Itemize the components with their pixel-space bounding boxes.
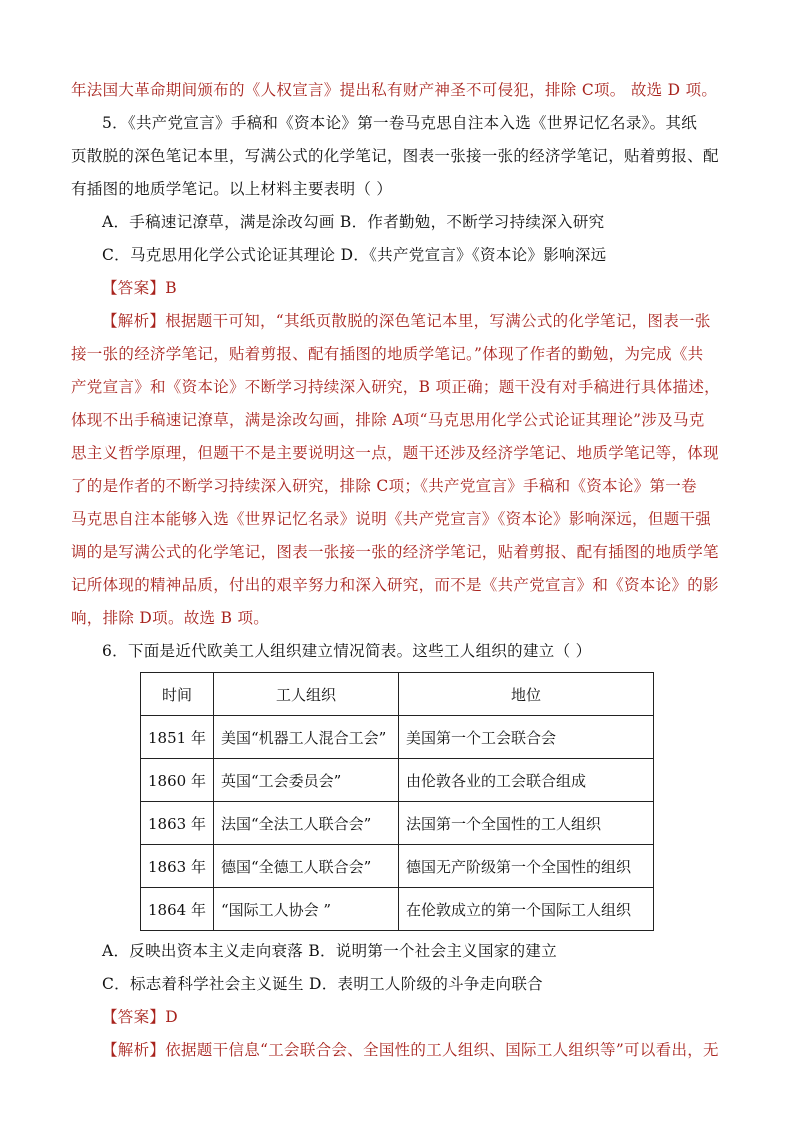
q5-analysis-line: 记所体现的精神品质，付出的艰辛努力和深入研究，而不是《共产党宣言》和《资本论》的影 [71,576,719,594]
analysis-tag: 【解析】 [102,312,166,330]
q5-stem-line: 页散脱的深色笔记本里，写满公式的化学笔记，图表一张接一张的经济学笔记，贴着剪报、配 [71,147,719,165]
table-row [141,802,654,845]
q5-option-line: C．马克思用化学公式论证其理论 D．《共产党宣言》《资本论》影响深远 [102,246,607,264]
table-cell-status: 法国第一个全国性的工人组织 [398,802,653,845]
q6-answer [71,1001,728,1034]
q5-stem-line: 有插图的地质学笔记。以上材料主要表明（ ） [71,180,393,198]
q5-analysis-line: 了的是作者的不断学习持续深入研究，排除 C项；《共产党宣言》手稿和《资本论》第一卷 [71,477,697,495]
q5-analysis-line: 响，排除 D项。故选 B 项。 [71,609,270,627]
table-row [141,716,654,759]
q5-answer [71,272,728,305]
q5-analysis-line: 调的是写满公式的化学笔记，图表一张接一张的经济学笔记，贴着剪报、配有插图的地质学笔 [71,543,719,561]
table-cell-organization: 英国“工会委员会” [213,759,398,802]
answer-tag: 【答案】 [102,1008,166,1026]
analysis-text: 根据题干可知，“其纸页散脱的深色笔记本里，写满公式的化学笔记，图表一张 [165,312,711,330]
table-cell-organization: 美国“机器工人混合工会” [213,716,398,759]
question-6 [71,635,728,1067]
q6-option-line: C．标志着科学社会主义诞生 D．表明工人阶级的斗争走向联合 [102,975,543,993]
answer-value: B [165,279,177,297]
table-header-cell: 时间 [141,673,214,716]
q5-analysis-line: 马克思自注本能够入选《世界记忆名录》说明《共产党宣言》《资本论》影响深远，但题干强 [71,510,712,528]
q5-analysis-line [71,305,728,338]
table-cell-status: 美国第一个工会联合会 [398,716,653,759]
q6-option-line: A．反映出资本主义走向衰落 B．说明第一个社会主义国家的建立 [102,942,558,960]
q5-analysis-line: 体现不出手稿速记潦草，满是涂改勾画，排除 A项“马克思用化学公式论证其理论”涉及马克 [71,411,705,429]
table-cell-organization: 法国“全法工人联合会” [213,802,398,845]
q5-stem-line: 5．《共产党宣言》手稿和《资本论》第一卷马克思自注本入选《世界记忆名录》。其纸 [102,114,698,132]
table-cell-time: 1864 年 [141,888,214,931]
q6-analysis-line [71,1034,728,1067]
question-5 [71,107,728,635]
table-row [141,759,654,802]
q5-analysis-line: 接一张的经济学笔记，贴着剪报、配有插图的地质学笔记。”体现了作者的勤勉，为完成《共 [71,345,704,363]
q5-option-line: A．手稿速记潦草，满是涂改勾画 B．作者勤勉，不断学习持续深入研究 [102,213,605,231]
analysis-tag: 【解析】 [102,1041,166,1059]
table-header-cell: 工人组织 [213,673,398,716]
table-cell-organization: “国际工人协会 ” [213,888,398,931]
table-cell-time: 1851 年 [141,716,214,759]
table-cell-status: 德国无产阶级第一个全国性的组织 [398,845,653,888]
previous-answer-tail: 年法国大革命期间颁布的《人权宣言》提出私有财产神圣不可侵犯，排除 C项。 故选 D 项。 [71,81,718,99]
q5-analysis-line: 思主义哲学原理，但题干不是主要说明这一点，题干还涉及经济学笔记、地质学笔记等，体现 [71,444,719,462]
table-cell-status: 在伦敦成立的第一个国际工人组织 [398,888,653,931]
answer-tag: 【答案】 [102,279,166,297]
table-cell-status: 由伦敦各业的工会联合组成 [398,759,653,802]
table-cell-organization: 德国“全德工人联合会” [213,845,398,888]
q5-analysis-line: 产党宣言》和《资本论》不断学习持续深入研究，B 项正确；题干没有对手稿进行具体描述， [71,378,720,396]
table-cell-time: 1863 年 [141,845,214,888]
table-cell-time: 1863 年 [141,802,214,845]
table-header-row [141,673,654,716]
table-row [141,845,654,888]
table-header-cell: 地位 [398,673,653,716]
table-row [141,888,654,931]
labor-organizations-table [140,672,654,931]
q6-stem: 6．下面是近代欧美工人组织建立情况简表。这些工人组织的建立（ ） [102,642,592,660]
analysis-text: 依据题干信息“工会联合会、全国性的工人组织、国际工人组织等”可以看出，无 [165,1041,719,1059]
answer-value: D [165,1008,178,1026]
table-cell-time: 1860 年 [141,759,214,802]
